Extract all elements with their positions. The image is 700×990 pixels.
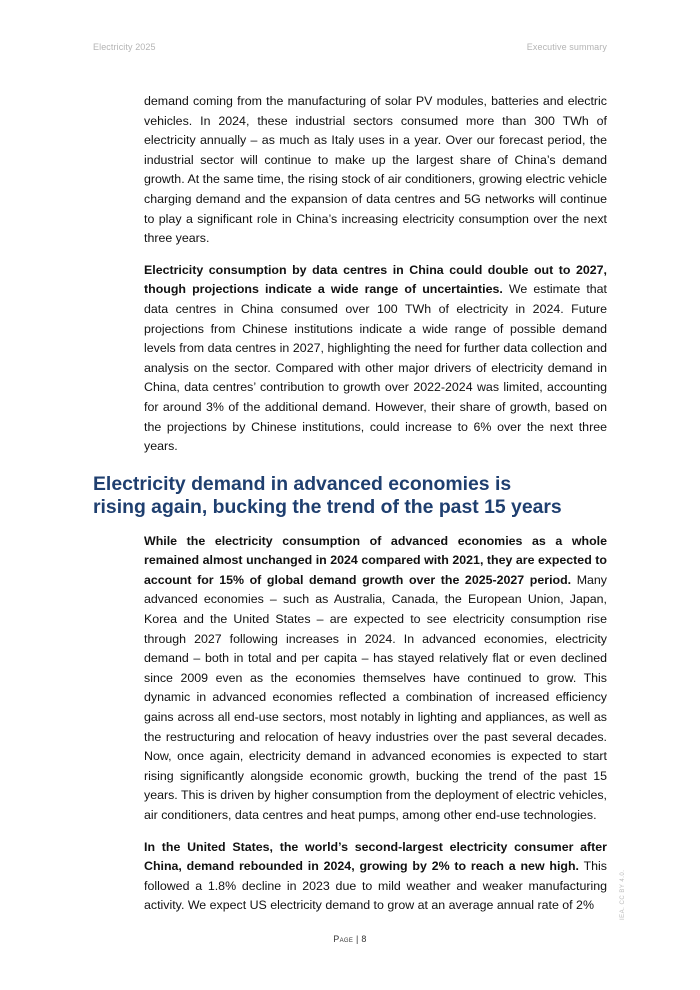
paragraph-text: This followed a 1.8% decline in 2023 due to mild weather and weaker manufacturing activity. We expect US electricity demand to grow at an average annual rate of 2% — [144, 859, 607, 913]
paragraph-lead: While the electricity consumption of advanced economies as a whole remained almost unchanged in 2024 compared with 2021, they are expected to account for 15% of global demand growth over the 2025-2027 period. — [144, 533, 607, 587]
paragraph-text: We estimate that data centres in China consumed over 100 TWh of electricity in 2024. Future projections from Chinese institutions indicate a wide range of possible demand levels from data centres in 2027, highlighting the need for further data collection and analysis on the sector. Compared with other major drivers of electricity demand in China, data centres’ contribution to growth over 2022-2024 was limited, accounting for around 3% of the additional demand. However, their share of growth, based on the projections by Chinese institutions, could increase to 6% over the next three years. — [144, 282, 607, 454]
paragraph-china-data-centres — [144, 261, 607, 457]
running-header — [93, 42, 607, 52]
paragraph-lead: In the United States, the world’s second-largest electricity consumer after China, demand rebounded in 2024, growing by 2% to reach a new high. — [144, 839, 607, 874]
section-heading: Electricity demand in advanced economies is rising again, bucking the trend of the past 15 years — [93, 472, 562, 519]
page-number: Page | 8 — [333, 934, 367, 944]
paragraph-text: Many advanced economies – such as Australia, Canada, the European Union, Japan, Korea and the United States – are expected to see electricity consumption rise through 2027 following increases in 2024. In advanced economies, electricity demand – both in total and per capita – has stayed relatively flat or even declined since 2009 even as the economies themselves have continued to grow. This dynamic in advanced economies reflected a combination of increased efficiency gains across all end-use sectors, most notably in lighting and appliances, as well as the restructuring and relocation of heavy industries over the past several decades. Now, once again, electricity demand in advanced economies is expected to start rising significantly alongside economic growth, bucking the trend of the past 15 years. This is driven by higher consumption from the deployment of electric vehicles, air conditioners, data centres and heat pumps, among other end-use technologies. — [144, 572, 607, 822]
license-notice: IEA. CC BY 4.0. — [620, 869, 626, 920]
chapter-title: Executive summary — [526, 42, 607, 52]
document-title: Electricity 2025 — [93, 42, 156, 52]
paragraph-advanced-economies — [144, 532, 607, 826]
paragraph-text: demand coming from the manufacturing of solar PV modules, batteries and electric vehicles. In 2024, these industrial sectors consumed more than 300 TWh of electricity annually – as much as Italy uses in a year. Over our forecast period, the industrial sector will continue to make up the largest share of China’s demand growth. At the same time, the rising stock of air conditioners, growing electric vehicle charging demand and the expansion of data centres and 5G networks will continue to play a significant role in China’s increasing electricity consumption over the next three years. — [144, 94, 607, 246]
paragraph-united-states — [144, 838, 607, 916]
paragraph-china-industry — [144, 92, 607, 249]
paragraph-lead: Electricity consumption by data centres in China could double out to 2027, though projections indicate a wide range of uncertainties. — [144, 262, 607, 297]
page-body — [93, 92, 607, 928]
